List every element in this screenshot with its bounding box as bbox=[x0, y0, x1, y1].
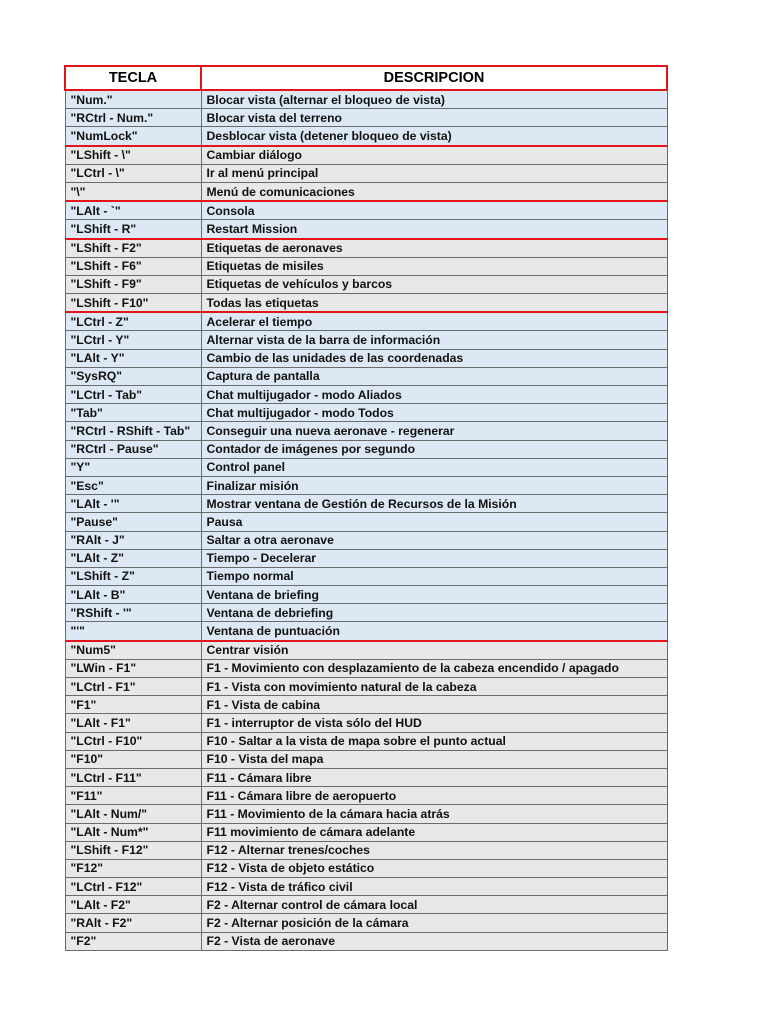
table-row bbox=[65, 604, 667, 622]
table-row bbox=[65, 90, 667, 109]
key-cell: "RCtrl - Num." bbox=[65, 109, 201, 127]
table-row bbox=[65, 896, 667, 914]
description-cell: F1 - interruptor de vista sólo del HUD bbox=[201, 714, 667, 732]
key-cell: "'" bbox=[65, 622, 201, 641]
table-row bbox=[65, 714, 667, 732]
description-cell: F2 - Vista de aeronave bbox=[201, 932, 667, 950]
key-cell: "LCtrl - Y" bbox=[65, 331, 201, 349]
key-cell: "Esc" bbox=[65, 476, 201, 494]
table-row bbox=[65, 422, 667, 440]
description-cell: Consola bbox=[201, 201, 667, 220]
key-cell: "RShift - '" bbox=[65, 604, 201, 622]
table-row bbox=[65, 932, 667, 950]
description-cell: Desblocar vista (detener bloqueo de vista) bbox=[201, 127, 667, 146]
table-row bbox=[65, 182, 667, 201]
key-cell: "LShift - \" bbox=[65, 146, 201, 165]
table-row bbox=[65, 349, 667, 367]
table-row bbox=[65, 495, 667, 513]
key-cell: "LAlt - Y" bbox=[65, 349, 201, 367]
key-cell: "RAlt - J" bbox=[65, 531, 201, 549]
description-cell: Centrar visión bbox=[201, 641, 667, 660]
key-cell: "Num." bbox=[65, 90, 201, 109]
key-cell: "LCtrl - Tab" bbox=[65, 386, 201, 404]
description-cell: F11 - Cámara libre de aeropuerto bbox=[201, 787, 667, 805]
table-row bbox=[65, 513, 667, 531]
key-cell: "Pause" bbox=[65, 513, 201, 531]
description-cell: Ventana de puntuación bbox=[201, 622, 667, 641]
description-cell: F11 - Cámara libre bbox=[201, 768, 667, 786]
table-row bbox=[65, 331, 667, 349]
description-cell: Contador de imágenes por segundo bbox=[201, 440, 667, 458]
table-row bbox=[65, 823, 667, 841]
key-cell: "F12" bbox=[65, 859, 201, 877]
description-cell: Ventana de debriefing bbox=[201, 604, 667, 622]
key-cell: "LShift - F2" bbox=[65, 239, 201, 258]
table-row bbox=[65, 458, 667, 476]
description-cell: Restart Mission bbox=[201, 220, 667, 239]
table-row bbox=[65, 878, 667, 896]
table-body bbox=[65, 90, 667, 950]
description-cell: F12 - Vista de objeto estático bbox=[201, 859, 667, 877]
key-cell: "LCtrl - \" bbox=[65, 164, 201, 182]
table-row bbox=[65, 841, 667, 859]
description-cell: F1 - Vista de cabina bbox=[201, 696, 667, 714]
table-row bbox=[65, 696, 667, 714]
description-cell: Control panel bbox=[201, 458, 667, 476]
key-cell: "\" bbox=[65, 182, 201, 201]
key-cell: "LAlt - B" bbox=[65, 586, 201, 604]
description-cell: F2 - Alternar control de cámara local bbox=[201, 896, 667, 914]
description-cell: Pausa bbox=[201, 513, 667, 531]
table-row bbox=[65, 440, 667, 458]
key-cell: "LCtrl - F1" bbox=[65, 678, 201, 696]
description-cell: Ventana de briefing bbox=[201, 586, 667, 604]
key-cell: "LShift - F12" bbox=[65, 841, 201, 859]
description-cell: F11 movimiento de cámara adelante bbox=[201, 823, 667, 841]
description-cell: Etiquetas de vehículos y barcos bbox=[201, 275, 667, 293]
header-tecla: TECLA bbox=[65, 66, 201, 90]
description-cell: Conseguir una nueva aeronave - regenerar bbox=[201, 422, 667, 440]
key-cell: "LShift - Z" bbox=[65, 567, 201, 585]
description-cell: F11 - Movimiento de la cámara hacia atrás bbox=[201, 805, 667, 823]
key-cell: "LShift - F10" bbox=[65, 294, 201, 313]
table-row bbox=[65, 768, 667, 786]
table-row bbox=[65, 586, 667, 604]
table-row bbox=[65, 275, 667, 293]
key-cell: "LCtrl - F11" bbox=[65, 768, 201, 786]
table-row bbox=[65, 641, 667, 660]
table-row bbox=[65, 220, 667, 239]
table-row bbox=[65, 367, 667, 385]
description-cell: Menú de comunicaciones bbox=[201, 182, 667, 201]
table-row bbox=[65, 787, 667, 805]
table-row bbox=[65, 386, 667, 404]
key-cell: "F2" bbox=[65, 932, 201, 950]
key-cell: "LAlt - Z" bbox=[65, 549, 201, 567]
description-cell: Captura de pantalla bbox=[201, 367, 667, 385]
description-cell: Alternar vista de la barra de información bbox=[201, 331, 667, 349]
table-row bbox=[65, 127, 667, 146]
key-cell: "RAlt - F2" bbox=[65, 914, 201, 932]
keybindings-table bbox=[64, 65, 668, 951]
key-cell: "F1" bbox=[65, 696, 201, 714]
key-cell: "SysRQ" bbox=[65, 367, 201, 385]
key-cell: "Num5" bbox=[65, 641, 201, 660]
table-row bbox=[65, 659, 667, 677]
key-cell: "RCtrl - RShift - Tab" bbox=[65, 422, 201, 440]
table-row bbox=[65, 622, 667, 641]
table-row bbox=[65, 201, 667, 220]
key-cell: "LCtrl - F10" bbox=[65, 732, 201, 750]
description-cell: Blocar vista del terreno bbox=[201, 109, 667, 127]
description-cell: F10 - Saltar a la vista de mapa sobre el punto actual bbox=[201, 732, 667, 750]
description-cell: Chat multijugador - modo Aliados bbox=[201, 386, 667, 404]
table-row bbox=[65, 312, 667, 331]
key-cell: "F10" bbox=[65, 750, 201, 768]
table-row bbox=[65, 164, 667, 182]
description-cell: Chat multijugador - modo Todos bbox=[201, 404, 667, 422]
table-row bbox=[65, 549, 667, 567]
header-descripcion: DESCRIPCION bbox=[201, 66, 667, 90]
description-cell: F1 - Vista con movimiento natural de la cabeza bbox=[201, 678, 667, 696]
key-cell: "NumLock" bbox=[65, 127, 201, 146]
table-row bbox=[65, 732, 667, 750]
description-cell: Finalizar misión bbox=[201, 476, 667, 494]
key-cell: "RCtrl - Pause" bbox=[65, 440, 201, 458]
description-cell: Acelerar el tiempo bbox=[201, 312, 667, 331]
key-cell: "LAlt - Num/" bbox=[65, 805, 201, 823]
key-cell: "LShift - R" bbox=[65, 220, 201, 239]
description-cell: F2 - Alternar posición de la cámara bbox=[201, 914, 667, 932]
table-row bbox=[65, 404, 667, 422]
description-cell: Todas las etiquetas bbox=[201, 294, 667, 313]
table-row bbox=[65, 257, 667, 275]
table-row bbox=[65, 109, 667, 127]
table-row bbox=[65, 678, 667, 696]
key-cell: "F11" bbox=[65, 787, 201, 805]
key-cell: "LCtrl - Z" bbox=[65, 312, 201, 331]
description-cell: Etiquetas de misiles bbox=[201, 257, 667, 275]
description-cell: F1 - Movimiento con desplazamiento de la cabeza encendido / apagado bbox=[201, 659, 667, 677]
key-cell: "Tab" bbox=[65, 404, 201, 422]
description-cell: Saltar a otra aeronave bbox=[201, 531, 667, 549]
description-cell: Cambiar diálogo bbox=[201, 146, 667, 165]
table-row bbox=[65, 294, 667, 313]
table-row bbox=[65, 859, 667, 877]
table-row bbox=[65, 239, 667, 258]
description-cell: Tiempo normal bbox=[201, 567, 667, 585]
description-cell: Etiquetas de aeronaves bbox=[201, 239, 667, 258]
key-cell: "LAlt - `" bbox=[65, 201, 201, 220]
key-cell: "LShift - F9" bbox=[65, 275, 201, 293]
table-row bbox=[65, 805, 667, 823]
header-row bbox=[65, 66, 667, 90]
description-cell: Tiempo - Decelerar bbox=[201, 549, 667, 567]
key-cell: "LAlt - Num*" bbox=[65, 823, 201, 841]
key-cell: "LAlt - '" bbox=[65, 495, 201, 513]
description-cell: F10 - Vista del mapa bbox=[201, 750, 667, 768]
table-row bbox=[65, 146, 667, 165]
key-cell: "LShift - F6" bbox=[65, 257, 201, 275]
description-cell: Mostrar ventana de Gestión de Recursos de la Misión bbox=[201, 495, 667, 513]
key-cell: "LWin - F1" bbox=[65, 659, 201, 677]
table-row bbox=[65, 476, 667, 494]
key-cell: "LCtrl - F12" bbox=[65, 878, 201, 896]
key-cell: "Y" bbox=[65, 458, 201, 476]
description-cell: F12 - Alternar trenes/coches bbox=[201, 841, 667, 859]
key-cell: "LAlt - F1" bbox=[65, 714, 201, 732]
description-cell: Ir al menú principal bbox=[201, 164, 667, 182]
table-row bbox=[65, 531, 667, 549]
table-row bbox=[65, 567, 667, 585]
description-cell: Cambio de las unidades de las coordenadas bbox=[201, 349, 667, 367]
description-cell: Blocar vista (alternar el bloqueo de vista) bbox=[201, 90, 667, 109]
description-cell: F12 - Vista de tráfico civil bbox=[201, 878, 667, 896]
table-row bbox=[65, 750, 667, 768]
table-row bbox=[65, 914, 667, 932]
key-cell: "LAlt - F2" bbox=[65, 896, 201, 914]
